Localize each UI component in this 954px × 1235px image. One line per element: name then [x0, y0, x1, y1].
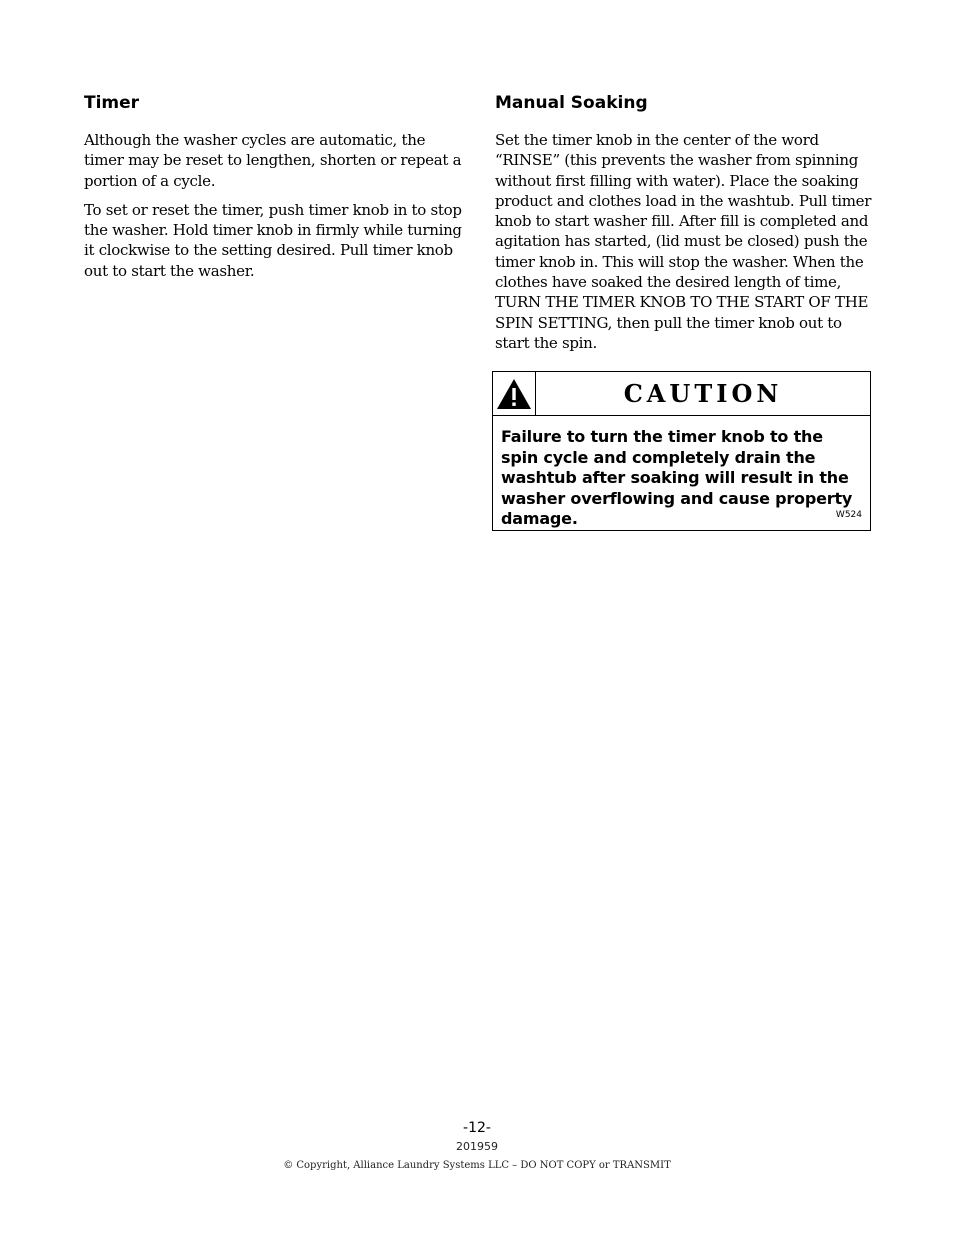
- caution-icon-cell: [493, 372, 536, 415]
- copyright-notice: © Copyright, Alliance Laundry Systems LLC – DO NOT COPY or TRANSMIT: [283, 1160, 671, 1171]
- timer-paragraph-2: To set or reset the timer, push timer knob in to stop the washer. Hold timer knob in firmly while turning it clockwise to the setting desired. Pull timer knob out to start the washer.: [84, 200, 462, 280]
- page-number: -12-: [463, 1120, 491, 1136]
- document-number: 201959: [456, 1140, 498, 1153]
- manual-soaking-heading: Manual Soaking: [495, 93, 648, 113]
- caution-header: [493, 372, 870, 416]
- caution-message: Failure to turn the timer knob to the spin cycle and completely drain the washtub after soaking will result in the washer overflowing and cause property damage.: [501, 427, 853, 528]
- manual-soaking-paragraph: Set the timer knob in the center of the word “RINSE” (this prevents the washer from spinning without first filling with water). Place the soaking product and clothes load in the washtub. Pull timer knob to start washer fill. After fill is completed and agitation has started, (lid must be closed) push the timer knob in. This will stop the washer. When the clothes have soaked the desired length of time, TURN THE TIMER KNOB TO THE START OF THE SPIN SETTING, then pull the timer knob out to start the spin.: [495, 131, 872, 352]
- caution-title: CAUTION: [623, 379, 783, 408]
- warning-triangle-icon: [496, 377, 532, 411]
- caution-box: [492, 371, 871, 531]
- manual-soaking-section: [495, 92, 873, 362]
- timer-section: [84, 92, 462, 290]
- timer-heading: Timer: [84, 93, 140, 113]
- caution-code: W524: [835, 510, 862, 520]
- timer-paragraph-1: Although the washer cycles are automatic, the timer may be reset to lengthen, shorten or repeat a portion of a cycle.: [84, 131, 462, 190]
